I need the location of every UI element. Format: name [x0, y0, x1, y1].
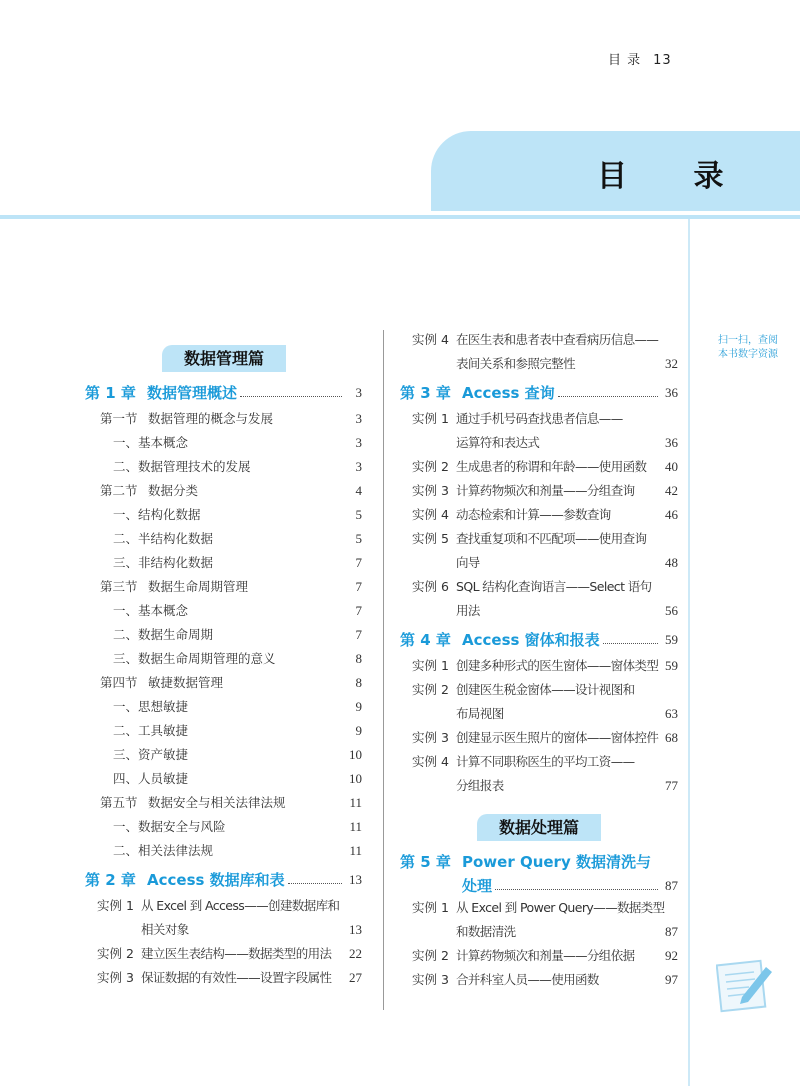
- chapter-number: 第 1 章: [85, 384, 136, 402]
- dot-leader: [240, 396, 342, 397]
- toc-example[interactable]: [400, 455, 678, 479]
- page-number: 56: [665, 603, 678, 618]
- chapter-title: Access 查询: [462, 384, 555, 402]
- page-number: 10: [349, 771, 362, 786]
- chapter-title-wrap: [462, 379, 678, 407]
- page-number: 11: [349, 795, 362, 810]
- page-number: 7: [355, 579, 362, 594]
- item-title: 二、相关法律法规: [113, 843, 214, 858]
- page-number: 97: [665, 972, 678, 987]
- toc-example[interactable]: [400, 503, 678, 527]
- page-number: 87: [665, 924, 678, 939]
- item-number: 实例 2: [412, 459, 449, 474]
- chapter-title: Power Query 数据清洗与: [462, 853, 651, 871]
- item-title: 合并科室人员——使用函数: [456, 972, 599, 987]
- toc-section[interactable]: [85, 743, 362, 767]
- part-title: 数据处理篇: [477, 814, 601, 841]
- item-title: 一、基本概念: [113, 603, 189, 618]
- chapter-title: Access 窗体和报表: [462, 631, 600, 649]
- toc-section[interactable]: [85, 623, 362, 647]
- toc-example[interactable]: [400, 678, 678, 726]
- page-number: 10: [349, 747, 362, 762]
- item-title: 通过手机号码查找患者信息——: [456, 411, 623, 426]
- item-title: 动态检索和计算——参数查询: [456, 507, 611, 522]
- item-number: 实例 3: [97, 970, 134, 985]
- item-title: 数据安全与相关法律法规: [148, 795, 286, 810]
- toc-example[interactable]: [85, 894, 362, 942]
- toc-example[interactable]: [400, 479, 678, 503]
- toc-example[interactable]: [400, 968, 678, 992]
- toc-section[interactable]: [85, 671, 362, 695]
- toc-section[interactable]: [85, 455, 362, 479]
- item-title: 三、数据生命周期管理的意义: [113, 651, 276, 666]
- page-number: 3: [355, 411, 362, 426]
- item-number: 实例 2: [412, 948, 449, 963]
- item-title: 计算药物频次和剂量——分组依据: [456, 948, 635, 963]
- page-number: 77: [665, 778, 678, 793]
- part-title: 数据管理篇: [162, 345, 286, 372]
- chapter-title-cont: 处理: [462, 877, 493, 895]
- page-number: 48: [665, 555, 678, 570]
- page-number: 9: [355, 723, 362, 738]
- column-divider: [383, 330, 384, 1010]
- toc-column-left: [85, 345, 362, 990]
- item-title: 计算不同职称医生的平均工资——: [456, 754, 635, 769]
- item-title-cont: 相关对象: [141, 922, 189, 937]
- side-note-line1: 扫一扫，查阅: [718, 335, 778, 346]
- item-title: 数据分类: [148, 483, 199, 498]
- toc-example[interactable]: [400, 407, 678, 455]
- part-heading: [400, 814, 678, 841]
- item-title: 数据生命周期管理: [148, 579, 249, 594]
- item-number: 实例 3: [412, 730, 449, 745]
- toc-example[interactable]: [400, 328, 678, 376]
- chapter-number: 第 3 章: [400, 384, 451, 402]
- toc-chapter[interactable]: [85, 379, 362, 407]
- item-title: 四、人员敏捷: [113, 771, 189, 786]
- page-number: 7: [355, 627, 362, 642]
- toc-section[interactable]: [85, 551, 362, 575]
- toc-section[interactable]: [85, 599, 362, 623]
- item-title-cont: 向导: [456, 555, 480, 570]
- toc-column-right: [400, 328, 678, 992]
- item-number: 实例 2: [97, 946, 134, 961]
- item-title: 从 Excel 到 Access——创建数据库和: [141, 898, 340, 913]
- page-number: 8: [355, 651, 362, 666]
- item-title: 二、数据生命周期: [113, 627, 214, 642]
- dot-leader: [603, 643, 658, 644]
- title-banner: [431, 131, 800, 211]
- spacer: [400, 798, 678, 814]
- item-title-cont: 分组报表: [456, 778, 504, 793]
- page-number: 3: [355, 385, 362, 400]
- item-title: 敏捷数据管理: [148, 675, 224, 690]
- page-number: 9: [355, 699, 362, 714]
- page-number: 42: [665, 483, 678, 498]
- item-title: 三、非结构化数据: [113, 555, 214, 570]
- part-heading: [85, 345, 362, 372]
- item-number: 第二节: [100, 483, 138, 498]
- page-number: 92: [665, 948, 678, 963]
- page-number: 87: [665, 878, 678, 893]
- item-number: 实例 6: [412, 579, 449, 594]
- toc-example[interactable]: [400, 944, 678, 968]
- notepad-pencil-icon: [716, 955, 776, 1013]
- item-title: 二、数据管理技术的发展: [113, 459, 251, 474]
- page-number: 8: [355, 675, 362, 690]
- running-head-title: 目 录: [608, 53, 642, 68]
- header-divider: [0, 215, 800, 219]
- item-number: 实例 1: [97, 898, 134, 913]
- toc-section[interactable]: [85, 479, 362, 503]
- item-title: 二、半结构化数据: [113, 531, 214, 546]
- item-number: 实例 5: [412, 531, 449, 546]
- page-number: 68: [665, 730, 678, 745]
- item-title-cont: 布局视图: [456, 706, 504, 721]
- item-title: 一、数据安全与风险: [113, 819, 226, 834]
- toc-section[interactable]: [85, 767, 362, 791]
- toc-example[interactable]: [400, 726, 678, 750]
- side-note-line2: 本书数字资源: [718, 349, 778, 360]
- dot-leader: [288, 883, 342, 884]
- chapter-number: 第 5 章: [400, 853, 451, 871]
- item-title: 在医生表和患者表中查看病历信息——: [456, 332, 659, 347]
- item-title-cont: 表间关系和参照完整性: [456, 356, 576, 371]
- toc-section[interactable]: [85, 503, 362, 527]
- chapter-title-wrap: [147, 379, 362, 407]
- item-title: 二、工具敏捷: [113, 723, 189, 738]
- item-title: 计算药物频次和剂量——分组查询: [456, 483, 635, 498]
- item-title: 一、基本概念: [113, 435, 189, 450]
- chapter-title: Access 数据库和表: [147, 871, 285, 889]
- item-number: 实例 4: [412, 332, 449, 347]
- toc-section[interactable]: [85, 407, 362, 431]
- item-title: 从 Excel 到 Power Query——数据类型: [456, 900, 665, 915]
- item-number: 第四节: [100, 675, 138, 690]
- item-title: 创建多种形式的医生窗体——窗体类型: [456, 658, 659, 673]
- toc-example[interactable]: [85, 942, 362, 966]
- toc-example[interactable]: [400, 896, 678, 944]
- item-title-cont: 和数据清洗: [456, 924, 516, 939]
- toc-chapter[interactable]: [400, 379, 678, 407]
- dot-leader: [558, 396, 658, 397]
- page-number: 3: [355, 459, 362, 474]
- toc-chapter[interactable]: [400, 626, 678, 654]
- item-number: 第一节: [100, 411, 138, 426]
- chapter-number: 第 2 章: [85, 871, 136, 889]
- toc-example[interactable]: [85, 966, 362, 990]
- item-number: 实例 4: [412, 507, 449, 522]
- digital-resource-note[interactable]: [708, 334, 788, 362]
- toc-section[interactable]: [85, 647, 362, 671]
- page-number: 27: [349, 970, 362, 985]
- page-number: 46: [665, 507, 678, 522]
- item-title: 生成患者的称谓和年龄——使用函数: [456, 459, 647, 474]
- page-number: 32: [665, 356, 678, 371]
- page-number: 13: [349, 872, 362, 887]
- item-title: SQL 结构化查询语言——Select 语句: [456, 579, 652, 594]
- page-number: 7: [355, 555, 362, 570]
- page-number: 3: [355, 435, 362, 450]
- page-number: 40: [665, 459, 678, 474]
- margin-divider: [688, 219, 690, 1086]
- item-number: 实例 3: [412, 972, 449, 987]
- toc-example[interactable]: [400, 527, 678, 575]
- page-title: 目 录: [597, 159, 752, 194]
- page-number: 36: [665, 435, 678, 450]
- toc-section[interactable]: [85, 527, 362, 551]
- item-number: 第三节: [100, 579, 138, 594]
- page-number: 22: [349, 946, 362, 961]
- toc-example[interactable]: [400, 654, 678, 678]
- chapter-title: 数据管理概述: [147, 384, 238, 402]
- item-number: 实例 3: [412, 483, 449, 498]
- toc-chapter[interactable]: [85, 866, 362, 894]
- page-number: 5: [355, 531, 362, 546]
- item-title-cont: 用法: [456, 603, 480, 618]
- toc-section[interactable]: [85, 431, 362, 455]
- running-head: [608, 49, 672, 68]
- item-number: 实例 1: [412, 411, 449, 426]
- item-title: 数据管理的概念与发展: [148, 411, 274, 426]
- page-number: 36: [665, 385, 678, 400]
- item-number: 实例 4: [412, 754, 449, 769]
- page-number: 59: [665, 632, 678, 647]
- item-title: 创建显示医生照片的窗体——窗体控件: [456, 730, 659, 745]
- item-title: 三、资产敏捷: [113, 747, 189, 762]
- toc-chapter[interactable]: [400, 848, 678, 896]
- toc-section[interactable]: [85, 575, 362, 599]
- item-number: 第五节: [100, 795, 138, 810]
- item-title: 保证数据的有效性——设置字段属性: [141, 970, 332, 985]
- page-number: 13: [653, 53, 672, 68]
- toc-section[interactable]: [85, 839, 362, 863]
- item-title-cont: 运算符和表达式: [456, 435, 540, 450]
- toc-section[interactable]: [85, 791, 362, 815]
- item-title: 建立医生表结构——数据类型的用法: [141, 946, 332, 961]
- item-number: 实例 1: [412, 900, 449, 915]
- item-title: 一、思想敏捷: [113, 699, 189, 714]
- page-number: 5: [355, 507, 362, 522]
- page-number: 59: [665, 658, 678, 673]
- item-number: 实例 1: [412, 658, 449, 673]
- page-number: 11: [349, 819, 362, 834]
- dot-leader: [495, 889, 658, 890]
- chapter-title-wrap: [462, 626, 678, 654]
- page-number: 13: [349, 922, 362, 937]
- chapter-title-wrap: [147, 866, 362, 894]
- toc-section[interactable]: [85, 719, 362, 743]
- page-number: 4: [355, 483, 362, 498]
- page-number: 11: [349, 843, 362, 858]
- toc-example[interactable]: [400, 575, 678, 623]
- item-number: 实例 2: [412, 682, 449, 697]
- item-title: 一、结构化数据: [113, 507, 201, 522]
- page-number: 63: [665, 706, 678, 721]
- item-title: 创建医生税金窗体——设计视图和: [456, 682, 635, 697]
- toc-example[interactable]: [400, 750, 678, 798]
- item-title: 查找重复项和不匹配项——使用查询: [456, 531, 647, 546]
- toc-section[interactable]: [85, 815, 362, 839]
- toc-section[interactable]: [85, 695, 362, 719]
- chapter-number: 第 4 章: [400, 631, 451, 649]
- page-number: 7: [355, 603, 362, 618]
